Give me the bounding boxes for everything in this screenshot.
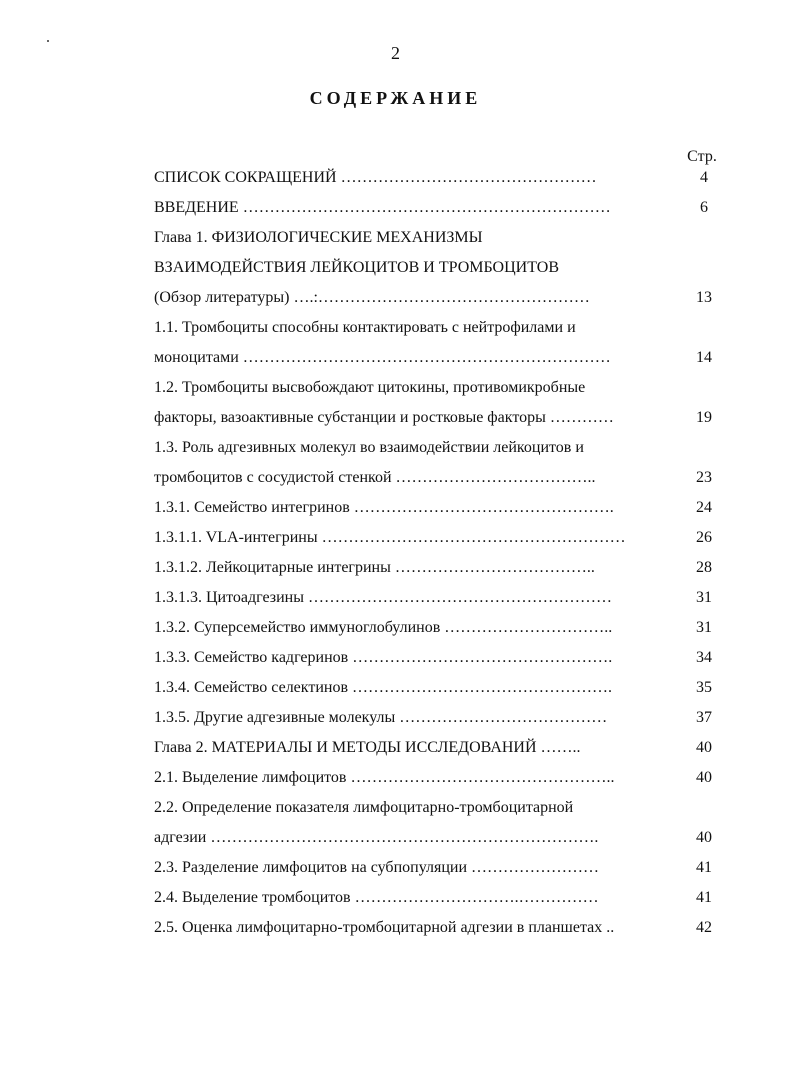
toc-line-text: (Обзор литературы) ….:…………………………………………… [154, 289, 590, 306]
toc-line [154, 466, 724, 490]
toc-line [154, 496, 724, 520]
toc-line-text: 1.3.4. Семейство селектинов …………………………………………. [154, 679, 613, 696]
toc-line-page: 13 [696, 289, 712, 306]
toc-line-page: 41 [696, 859, 712, 876]
toc-line-page: 24 [696, 499, 712, 516]
toc-line [154, 796, 724, 820]
toc-line [154, 316, 724, 340]
toc-line-page: 40 [696, 739, 712, 756]
toc-line-text: тромбоцитов с сосудистой стенкой ……………………………….. [154, 469, 596, 486]
toc-line-text: 1.3.5. Другие адгезивные молекулы ………………………………… [154, 709, 608, 726]
toc-line-text: 1.3.2. Суперсемейство иммуноглобулинов ………………………….. [154, 619, 613, 636]
toc-line-page: 19 [696, 409, 712, 426]
toc-line-text: 1.1. Тромбоциты способны контактировать с нейтрофилами и [154, 319, 576, 336]
toc-line [154, 556, 724, 580]
toc-line-text: 2.1. Выделение лимфоцитов ………………………………………….. [154, 769, 615, 786]
toc-line-text: 1.3.1.2. Лейкоцитарные интегрины ……………………………….. [154, 559, 595, 576]
toc-line [154, 286, 724, 310]
toc-line [154, 676, 724, 700]
toc-line-text: 1.3.1.3. Цитоадгезины ………………………………………………… [154, 589, 612, 606]
toc-line-text: моноцитами …………………………………………………………… [154, 349, 611, 366]
toc-line-page: 37 [696, 709, 712, 726]
toc-line-page: 34 [696, 649, 712, 666]
toc-line-text: 2.4. Выделение тромбоцитов ………………………….…………… [154, 889, 599, 906]
page-number: 2 [391, 43, 400, 63]
toc-line-text: 2.5. Оценка лимфоцитарно-тромбоцитарной адгезии в планшетах .. [154, 919, 615, 936]
toc-line [154, 646, 724, 670]
toc-line-text: Глава 2. МАТЕРИАЛЫ И МЕТОДЫ ИССЛЕДОВАНИЙ …….. [154, 739, 581, 756]
toc-line-page: 35 [696, 679, 712, 696]
toc-line [154, 526, 724, 550]
toc-line [154, 826, 724, 850]
toc-line [154, 886, 724, 910]
toc-line [154, 436, 724, 460]
toc-line-text: 2.3. Разделение лимфоцитов на субпопуляции …………………… [154, 859, 600, 876]
toc-line-page: 31 [696, 589, 712, 606]
toc-line [154, 586, 724, 610]
toc-line-page: 40 [696, 829, 712, 846]
toc-line-text: 1.2. Тромбоциты высвобождают цитокины, противомикробные [154, 379, 586, 396]
toc-line [154, 256, 724, 280]
toc-line-text: 2.2. Определение показателя лимфоцитарно-тромбоцитарной [154, 799, 574, 816]
toc-line-page: 40 [696, 769, 712, 786]
toc-line [154, 616, 724, 640]
toc-line [154, 226, 724, 250]
toc-line [154, 856, 724, 880]
toc-line-text: факторы, вазоактивные субстанции и ростковые факторы ………… [154, 409, 614, 426]
toc-line [154, 706, 724, 730]
page-column-header: Стр. [687, 148, 717, 165]
toc-line-text: СПИСОК СОКРАЩЕНИЙ ………………………………………… [154, 169, 597, 186]
scan-speck [47, 40, 49, 42]
toc-line [154, 406, 724, 430]
toc-line-page: 31 [696, 619, 712, 636]
toc-line [154, 916, 724, 940]
toc-line-text: 1.3.1.1. VLA-интегрины ………………………………………………… [154, 529, 626, 546]
toc-line-page: 6 [700, 199, 708, 216]
toc-line-page: 14 [696, 349, 712, 366]
toc-line-page: 23 [696, 469, 712, 486]
toc-line [154, 346, 724, 370]
toc-line [154, 736, 724, 760]
toc-line-page: 41 [696, 889, 712, 906]
toc-line-text: 1.3. Роль адгезивных молекул во взаимодействии лейкоцитов и [154, 439, 584, 456]
toc-line-text: ВЗАИМОДЕЙСТВИЯ ЛЕЙКОЦИТОВ И ТРОМБОЦИТОВ [154, 259, 560, 276]
toc-line [154, 376, 724, 400]
toc-line-text: 1.3.3. Семейство кадгеринов …………………………………………. [154, 649, 613, 666]
toc-line-text: Глава 1. ФИЗИОЛОГИЧЕСКИЕ МЕХАНИЗМЫ [154, 229, 483, 246]
toc-line [154, 166, 724, 190]
toc-line-page: 42 [696, 919, 712, 936]
toc-line-page: 26 [696, 529, 712, 546]
toc-line-page: 28 [696, 559, 712, 576]
toc-line-text: ВВЕДЕНИЕ …………………………………………………………… [154, 199, 611, 216]
toc-line-page: 4 [700, 169, 708, 186]
toc-line-text: 1.3.1. Семейство интегринов …………………………………………. [154, 499, 614, 516]
page-title: СОДЕРЖАНИЕ [309, 88, 482, 108]
toc-line-text: адгезии ………………………………………………………………. [154, 829, 599, 846]
toc-line [154, 766, 724, 790]
toc-line [154, 196, 724, 220]
